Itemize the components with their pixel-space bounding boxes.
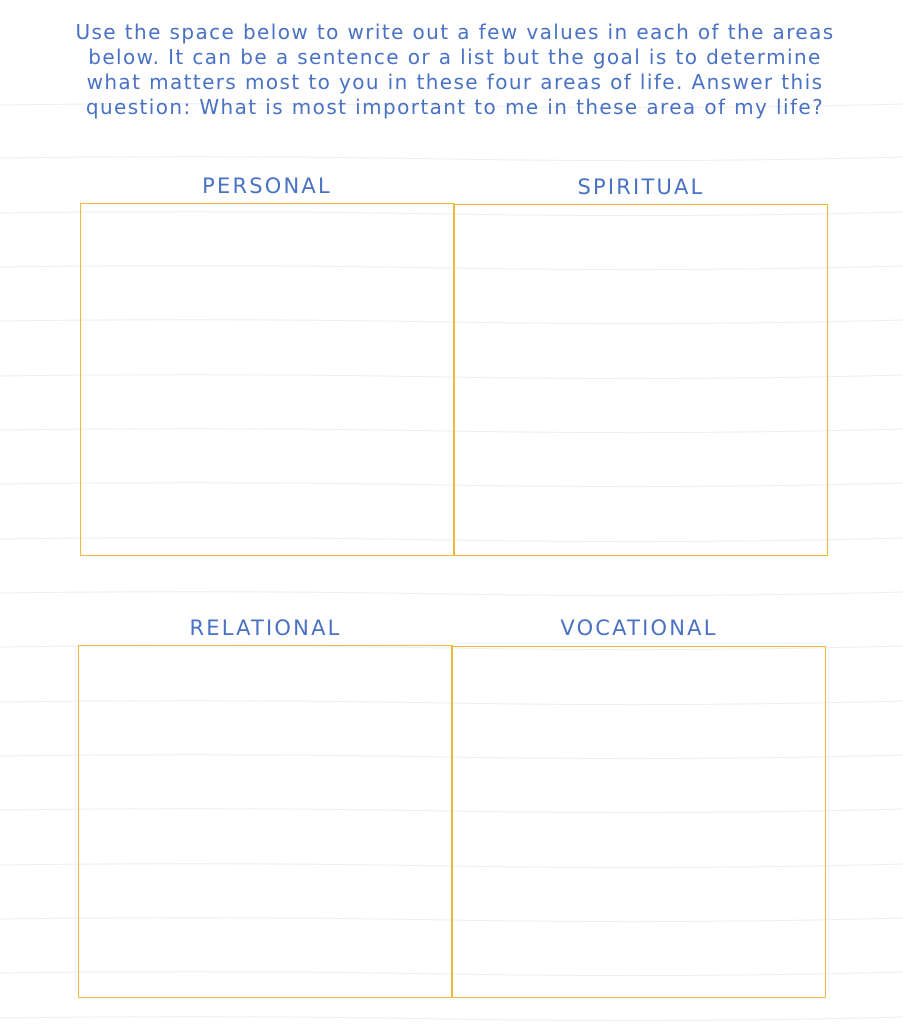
section-title-vocational: VOCATIONAL xyxy=(560,616,718,640)
section-title-relational: RELATIONAL xyxy=(189,616,342,640)
section-title-personal: PERSONAL xyxy=(202,174,332,198)
section-title-spiritual: SPIRITUAL xyxy=(577,175,705,199)
relational-write-box[interactable] xyxy=(78,645,453,998)
spiritual-write-box[interactable] xyxy=(453,204,828,556)
instructions-text: Use the space below to write out a few values in each of the areas below. It can be a sentence or a list but the goal is to determine what matters most to you in these four areas of life. Answer this question: What is most important to me in these area of my life? xyxy=(75,20,835,119)
vocational-write-box[interactable] xyxy=(451,646,826,998)
personal-write-box[interactable] xyxy=(80,203,455,556)
